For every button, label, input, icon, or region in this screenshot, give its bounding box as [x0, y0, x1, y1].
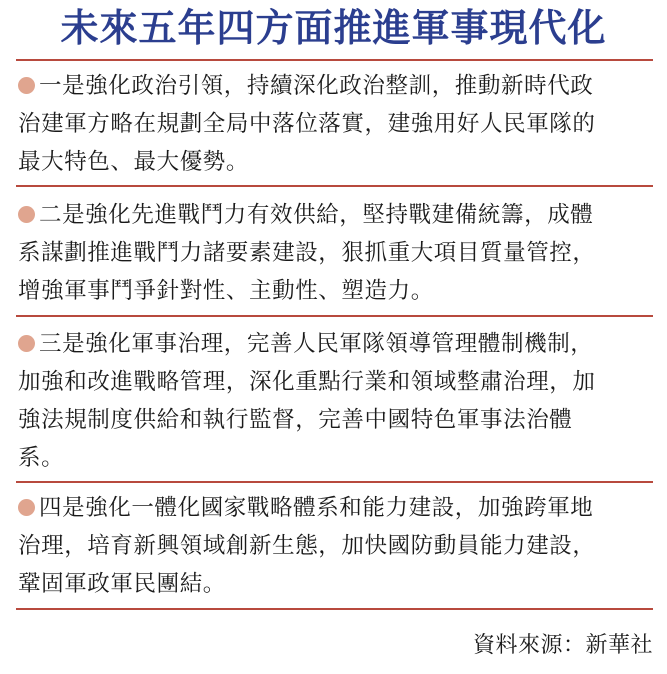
divider-top: [16, 59, 653, 61]
divider-3: [16, 481, 653, 483]
source-credit: 資料來源：新華社: [472, 633, 653, 658]
section-1: [18, 67, 656, 181]
section-1-line-2: 治建軍方略在規劃全局中落位落實，建強用好人民軍隊的: [18, 111, 596, 137]
section-4-line-2: 治理，培育新興領域創新生態，加快國防動員能力建設，: [18, 533, 596, 559]
section-1-line-3: 最大特色、最大優勢。: [18, 149, 250, 175]
section-2-line-2: 系謀劃推進戰鬥力諸要素建設，狠抓重大項目質量管控，: [18, 240, 596, 266]
section-3-line-1: 三是強化軍事治理，完善人民軍隊領導管理體制機制，: [39, 331, 594, 357]
section-2: [18, 196, 656, 310]
bullet-dot: [18, 335, 35, 352]
divider-bottom: [16, 608, 653, 610]
bullet-dot: [18, 77, 35, 94]
section-4-line-3: 鞏固軍政軍民團結。: [18, 571, 226, 597]
section-1-line-1: 一是強化政治引領，持續深化政治整訓，推動新時代政: [39, 73, 594, 99]
section-4: [18, 489, 656, 603]
divider-1: [16, 185, 653, 187]
section-4-line-1: 四是強化一體化國家戰略體系和能力建設，加強跨軍地: [39, 495, 594, 521]
bullet-dot: [18, 206, 35, 223]
section-2-line-1: 二是強化先進戰鬥力有效供給，堅持戰建備統籌，成體: [39, 202, 594, 228]
section-3-line-4: 系。: [18, 445, 65, 471]
page-title: 未來五年四方面推進軍事現代化: [60, 6, 607, 50]
section-3: [18, 325, 656, 477]
section-3-line-3: 強法規制度供給和執行監督，完善中國特色軍事法治體: [18, 407, 573, 433]
bullet-dot: [18, 499, 35, 516]
section-2-line-3: 增強軍事鬥爭針對性、主動性、塑造力。: [18, 278, 434, 304]
divider-2: [16, 315, 653, 317]
section-3-line-2: 加強和改進戰略管理，深化重點行業和領域整肅治理，加: [18, 369, 596, 395]
